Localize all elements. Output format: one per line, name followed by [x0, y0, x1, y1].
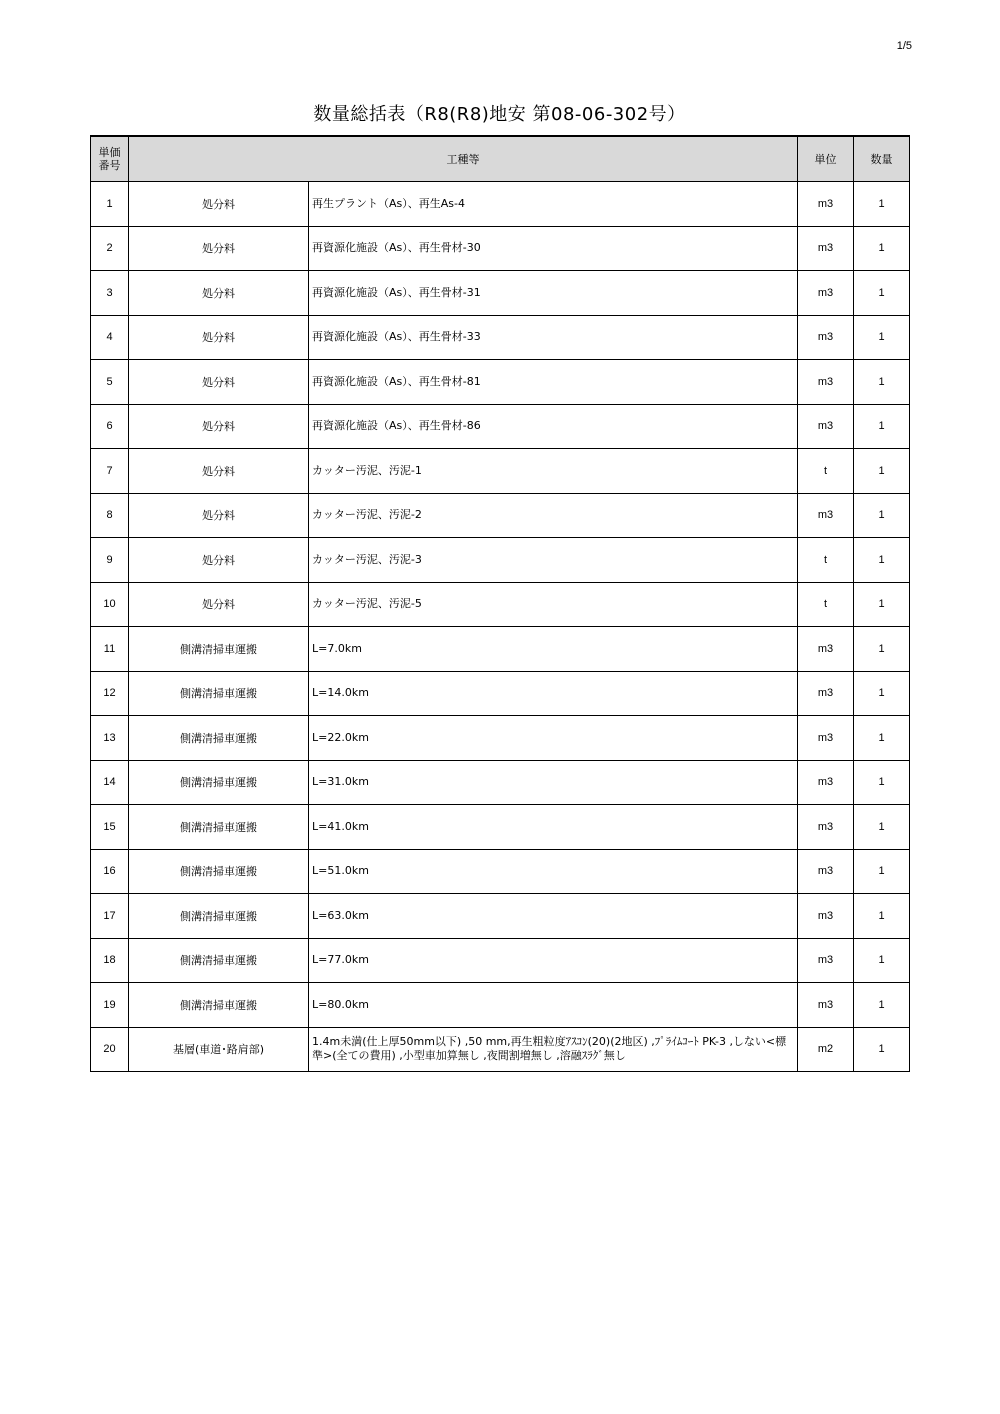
table-body: [91, 182, 910, 1072]
unit-cell: m2: [798, 1027, 854, 1072]
row-number-cell: 14: [91, 760, 129, 805]
work-type-cell: 処分料: [129, 315, 309, 360]
table-row: [91, 271, 910, 316]
unit-cell: m3: [798, 716, 854, 761]
specification-cell: L=77.0km: [309, 938, 798, 983]
row-number-cell: 12: [91, 671, 129, 716]
table-row: [91, 360, 910, 405]
quantity-cell: 1: [854, 315, 910, 360]
specification-cell: カッター汚泥、汚泥-3: [309, 538, 798, 583]
table-row: [91, 1027, 910, 1072]
row-number-cell: 13: [91, 716, 129, 761]
row-number-cell: 18: [91, 938, 129, 983]
row-number-cell: 2: [91, 226, 129, 271]
work-type-cell: 側溝清掃車運搬: [129, 849, 309, 894]
specification-cell: L=31.0km: [309, 760, 798, 805]
table-row: [91, 805, 910, 850]
quantity-cell: 1: [854, 582, 910, 627]
specification-cell: L=51.0km: [309, 849, 798, 894]
unit-cell: m3: [798, 226, 854, 271]
row-number-cell: 1: [91, 182, 129, 227]
quantity-cell: 1: [854, 538, 910, 583]
unit-cell: m3: [798, 849, 854, 894]
row-number-cell: 5: [91, 360, 129, 405]
quantity-cell: 1: [854, 360, 910, 405]
unit-cell: m3: [798, 983, 854, 1028]
quantity-cell: 1: [854, 938, 910, 983]
work-type-cell: 処分料: [129, 404, 309, 449]
row-number-cell: 4: [91, 315, 129, 360]
quantity-cell: 1: [854, 805, 910, 850]
specification-cell: カッター汚泥、汚泥-2: [309, 493, 798, 538]
table-row: [91, 627, 910, 672]
quantity-cell: 1: [854, 449, 910, 494]
table-row: [91, 493, 910, 538]
specification-cell: 再資源化施設（As）、再生骨材-31: [309, 271, 798, 316]
work-type-cell: 側溝清掃車運搬: [129, 671, 309, 716]
specification-cell: 再資源化施設（As）、再生骨材-33: [309, 315, 798, 360]
specification-cell: カッター汚泥、汚泥-1: [309, 449, 798, 494]
row-number-cell: 11: [91, 627, 129, 672]
work-type-cell: 側溝清掃車運搬: [129, 760, 309, 805]
table-row: [91, 894, 910, 939]
work-type-cell: 基層(車道･路肩部): [129, 1027, 309, 1072]
row-number-cell: 17: [91, 894, 129, 939]
unit-cell: t: [798, 582, 854, 627]
quantity-cell: 1: [854, 182, 910, 227]
work-type-cell: 処分料: [129, 538, 309, 583]
specification-cell: 1.4m未満(仕上厚50mm以下) ,50 mm,再生粗粒度ｱｽｺﾝ(20)(2地区) ,ﾌﾟﾗｲﾑｺｰﾄ PK-3 ,しない<標準>(全ての費用) ,小型車加算無し ,夜間割増無し ,溶融ｽﾗｸﾞ無し: [309, 1027, 798, 1072]
quantity-cell: 1: [854, 716, 910, 761]
unit-cell: m3: [798, 360, 854, 405]
quantity-cell: 1: [854, 271, 910, 316]
work-type-cell: 処分料: [129, 226, 309, 271]
work-type-cell: 側溝清掃車運搬: [129, 894, 309, 939]
work-type-cell: 処分料: [129, 449, 309, 494]
unit-cell: m3: [798, 894, 854, 939]
row-number-cell: 7: [91, 449, 129, 494]
work-type-cell: 処分料: [129, 182, 309, 227]
unit-cell: t: [798, 538, 854, 583]
work-type-cell: 側溝清掃車運搬: [129, 983, 309, 1028]
work-type-cell: 処分料: [129, 582, 309, 627]
table-header-row: [91, 136, 910, 182]
table-row: [91, 938, 910, 983]
quantity-cell: 1: [854, 849, 910, 894]
unit-cell: m3: [798, 271, 854, 316]
quantity-cell: 1: [854, 493, 910, 538]
row-number-cell: 20: [91, 1027, 129, 1072]
quantity-cell: 1: [854, 404, 910, 449]
unit-cell: m3: [798, 182, 854, 227]
header-unit: 単位: [798, 136, 854, 182]
table-row: [91, 582, 910, 627]
table-row: [91, 404, 910, 449]
header-unit-price-number: [91, 136, 129, 182]
row-number-cell: 16: [91, 849, 129, 894]
unit-cell: m3: [798, 627, 854, 672]
specification-cell: L=41.0km: [309, 805, 798, 850]
quantity-cell: 1: [854, 983, 910, 1028]
unit-cell: m3: [798, 315, 854, 360]
table-row: [91, 760, 910, 805]
unit-cell: m3: [798, 938, 854, 983]
specification-cell: 再資源化施設（As）、再生骨材-81: [309, 360, 798, 405]
quantity-summary-table: [90, 135, 910, 1072]
quantity-cell: 1: [854, 894, 910, 939]
row-number-cell: 10: [91, 582, 129, 627]
specification-cell: 再資源化施設（As）、再生骨材-30: [309, 226, 798, 271]
table-row: [91, 538, 910, 583]
row-number-cell: 3: [91, 271, 129, 316]
work-type-cell: 側溝清掃車運搬: [129, 805, 309, 850]
specification-cell: L=22.0km: [309, 716, 798, 761]
quantity-cell: 1: [854, 760, 910, 805]
quantity-cell: 1: [854, 671, 910, 716]
work-type-cell: 処分料: [129, 493, 309, 538]
page-number: 1/5: [896, 40, 912, 52]
unit-cell: t: [798, 449, 854, 494]
table-row: [91, 849, 910, 894]
quantity-cell: 1: [854, 1027, 910, 1072]
table-row: [91, 182, 910, 227]
table-row: [91, 226, 910, 271]
work-type-cell: 側溝清掃車運搬: [129, 627, 309, 672]
table-row: [91, 983, 910, 1028]
header-no-line1: 単価: [98, 146, 121, 159]
header-work-type: 工種等: [129, 136, 798, 182]
work-type-cell: 側溝清掃車運搬: [129, 716, 309, 761]
table-row: [91, 671, 910, 716]
row-number-cell: 19: [91, 983, 129, 1028]
work-type-cell: 処分料: [129, 360, 309, 405]
specification-cell: L=80.0km: [309, 983, 798, 1028]
work-type-cell: 処分料: [129, 271, 309, 316]
unit-cell: m3: [798, 805, 854, 850]
row-number-cell: 9: [91, 538, 129, 583]
table-row: [91, 315, 910, 360]
row-number-cell: 6: [91, 404, 129, 449]
row-number-cell: 8: [91, 493, 129, 538]
specification-cell: L=14.0km: [309, 671, 798, 716]
work-type-cell: 側溝清掃車運搬: [129, 938, 309, 983]
specification-cell: カッター汚泥、汚泥-5: [309, 582, 798, 627]
unit-cell: m3: [798, 404, 854, 449]
quantity-cell: 1: [854, 226, 910, 271]
quantity-cell: 1: [854, 627, 910, 672]
unit-cell: m3: [798, 493, 854, 538]
unit-cell: m3: [798, 671, 854, 716]
unit-cell: m3: [798, 760, 854, 805]
table-row: [91, 716, 910, 761]
row-number-cell: 15: [91, 805, 129, 850]
document-title: 数量総括表（R8(R8)地安 第08-06-302号）: [313, 104, 686, 125]
header-no-line2: 番号: [98, 159, 121, 172]
specification-cell: 再生プラント（As）、再生As-4: [309, 182, 798, 227]
header-quantity: 数量: [854, 136, 910, 182]
specification-cell: L=7.0km: [309, 627, 798, 672]
specification-cell: L=63.0km: [309, 894, 798, 939]
table-row: [91, 449, 910, 494]
specification-cell: 再資源化施設（As）、再生骨材-86: [309, 404, 798, 449]
